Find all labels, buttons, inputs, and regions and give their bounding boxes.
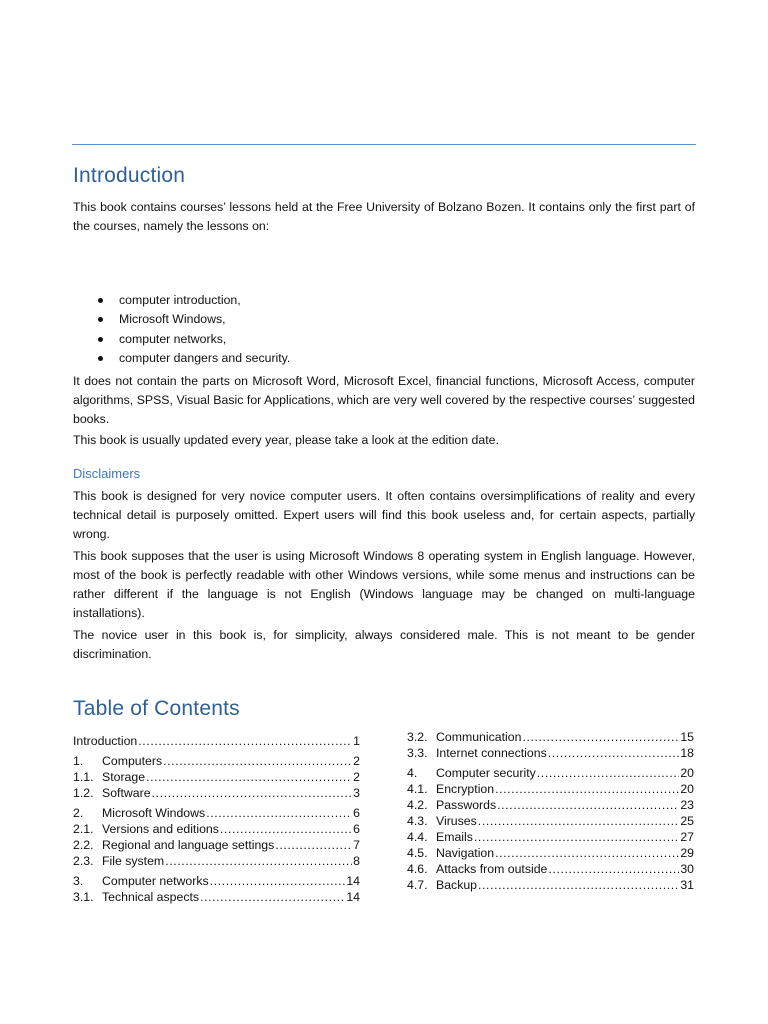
toc-entry-page: 18 [680, 746, 694, 760]
toc-entry-number: 2.1. [73, 822, 94, 836]
toc-entry-number: 1.2. [73, 786, 94, 800]
toc-entry[interactable] [407, 845, 694, 861]
toc-entry-label: Storage [102, 770, 146, 784]
toc-entry[interactable] [407, 861, 694, 877]
toc-dot-leader [210, 873, 346, 889]
toc-entry-page: 8 [353, 854, 360, 868]
toc-entry[interactable] [407, 829, 694, 845]
intro-paragraph-1: This book contains courses’ lessons held at the Free University of Bolzano Bozen. It contains only the first part of the courses, namely the lessons on: [73, 200, 695, 233]
toc-entry-page: 31 [680, 878, 694, 892]
toc-entry-number: 2.3. [73, 854, 94, 868]
toc-entry[interactable] [407, 797, 694, 813]
toc-entry-label: Emails [436, 830, 473, 844]
toc-dot-leader [138, 733, 352, 749]
toc-entry-number: 3. [73, 874, 84, 888]
toc-entry-number: 4.3. [407, 814, 428, 828]
toc-entry-label: File system [102, 854, 165, 868]
toc-entry-number: 3.1. [73, 890, 94, 904]
toc-entry-page: 14 [346, 890, 360, 904]
list-item: computer introduction, [96, 291, 290, 310]
toc-dot-leader [478, 813, 680, 829]
toc-dot-leader [497, 797, 679, 813]
toc-dot-leader [163, 753, 352, 769]
toc-entry-page: 20 [680, 766, 694, 780]
toc-entry-number: 4.6. [407, 862, 428, 876]
toc-entry-label: Technical aspects [102, 890, 200, 904]
toc-entry-label: Computers [102, 754, 163, 768]
toc-entry-page: 6 [353, 806, 360, 820]
toc-entry-number: 4.7. [407, 878, 428, 892]
toc-entry-number: 3.3. [407, 746, 428, 760]
toc-entry[interactable] [73, 889, 360, 905]
toc-dot-leader [548, 745, 680, 761]
toc-entry[interactable] [73, 853, 360, 869]
toc-entry-page: 7 [353, 838, 360, 852]
toc-entry-label: Computer security [436, 766, 536, 780]
toc-entry-page: 20 [680, 782, 694, 796]
toc-entry-page: 1 [353, 734, 360, 748]
toc-entry-number: 4.1. [407, 782, 428, 796]
toc-entry-label: Passwords [436, 798, 497, 812]
toc-entry-number: 4.2. [407, 798, 428, 812]
toc-entry[interactable] [73, 785, 360, 801]
toc-entry-label: Navigation [436, 846, 495, 860]
toc-entry-label: Regional and language settings [102, 838, 275, 852]
disclaimers-heading: Disclaimers [73, 466, 141, 481]
toc-dot-leader [495, 845, 679, 861]
toc-entry[interactable] [73, 733, 360, 749]
toc-entry-number: 4.4. [407, 830, 428, 844]
disclaimers-paragraph-2: This book supposes that the user is using Microsoft Windows 8 operating system in English language. However, most of the book is perfectly readable with other Windows versions, while some menus and instructions can be rather different if the language is not English (Windows language may be changed on multi-language installations). [73, 549, 695, 620]
toc-left-column [73, 733, 360, 905]
toc-entry[interactable] [73, 753, 360, 769]
toc-entry-label: Attacks from outside [436, 862, 548, 876]
toc-entry-page: 25 [680, 814, 694, 828]
disclaimers-paragraph-1: This book is designed for very novice computer users. It often contains oversimplifications of reality and every technical detail is purposely omitted. Expert users will find this book useless and, for certain aspects, partially wrong. [73, 489, 695, 541]
toc-dot-leader [165, 853, 352, 869]
list-item: computer networks, [96, 330, 290, 349]
toc-entry-page: 2 [353, 770, 360, 784]
toc-entry-page: 3 [353, 786, 360, 800]
toc-entry-label: Viruses [436, 814, 477, 828]
toc-right-column [407, 729, 694, 893]
toc-entry[interactable] [407, 813, 694, 829]
toc-entry-number: 3.2. [407, 730, 428, 744]
intro-bullet-list [96, 291, 290, 368]
toc-entry-label: Communication [436, 730, 522, 744]
list-item: computer dangers and security. [96, 349, 290, 368]
toc-entry-page: 30 [680, 862, 694, 876]
toc-entry-label: Microsoft Windows [102, 806, 206, 820]
toc-dot-leader [522, 729, 679, 745]
toc-entry-label: Internet connections [436, 746, 547, 760]
toc-dot-leader [206, 805, 352, 821]
toc-entry-label: Software [102, 786, 151, 800]
toc-entry[interactable] [407, 729, 694, 745]
toc-entry[interactable] [73, 837, 360, 853]
toc-entry-number: 2. [73, 806, 84, 820]
toc-entry[interactable] [73, 873, 360, 889]
toc-entry-page: 14 [346, 874, 360, 888]
toc-entry-page: 15 [680, 730, 694, 744]
intro-paragraph-2: It does not contain the parts on Microsoft Word, Microsoft Excel, financial functions, Microsoft Access, computer algorithms, SPSS, Visual Basic for Applications, which are very well covered by the respective courses’ suggested books. [73, 374, 695, 426]
toc-dot-leader [474, 829, 679, 845]
toc-entry-number: 4. [407, 766, 418, 780]
toc-entry[interactable] [407, 745, 694, 761]
toc-entry-label: Versions and editions [102, 822, 219, 836]
toc-dot-leader [152, 785, 353, 801]
toc-entry[interactable] [407, 781, 694, 797]
toc-dot-leader [200, 889, 345, 905]
toc-entry-page: 27 [680, 830, 694, 844]
list-item: Microsoft Windows, [96, 310, 290, 329]
toc-dot-leader [220, 821, 352, 837]
toc-dot-leader [537, 765, 680, 781]
toc-entry[interactable] [407, 765, 694, 781]
toc-dot-leader [495, 781, 679, 797]
header-rule [72, 144, 696, 145]
toc-entry-number: 4.5. [407, 846, 428, 860]
toc-entry-label: Backup [436, 878, 478, 892]
toc-entry-number: 1.1. [73, 770, 94, 784]
disclaimers-paragraph-3: The novice user in this book is, for simplicity, always considered male. This is not meant to be gender discrimination. [73, 628, 695, 661]
toc-dot-leader [275, 837, 352, 853]
toc-heading: Table of Contents [73, 697, 240, 720]
toc-entry-page: 23 [680, 798, 694, 812]
introduction-heading: Introduction [73, 164, 186, 187]
intro-paragraph-3: This book is usually updated every year, please take a look at the edition date. [73, 433, 499, 447]
toc-entry-label: Introduction [73, 734, 138, 748]
toc-entry-number: 1. [73, 754, 84, 768]
toc-entry[interactable] [73, 821, 360, 837]
toc-entry[interactable] [407, 877, 694, 893]
toc-entry-number: 2.2. [73, 838, 94, 852]
toc-dot-leader [478, 877, 679, 893]
toc-entry-label: Encryption [436, 782, 495, 796]
toc-dot-leader [146, 769, 352, 785]
toc-dot-leader [548, 861, 679, 877]
toc-entry-page: 2 [353, 754, 360, 768]
toc-entry-page: 6 [353, 822, 360, 836]
toc-entry[interactable] [73, 805, 360, 821]
toc-entry-label: Computer networks [102, 874, 209, 888]
toc-entry[interactable] [73, 769, 360, 785]
toc-entry-page: 29 [680, 846, 694, 860]
